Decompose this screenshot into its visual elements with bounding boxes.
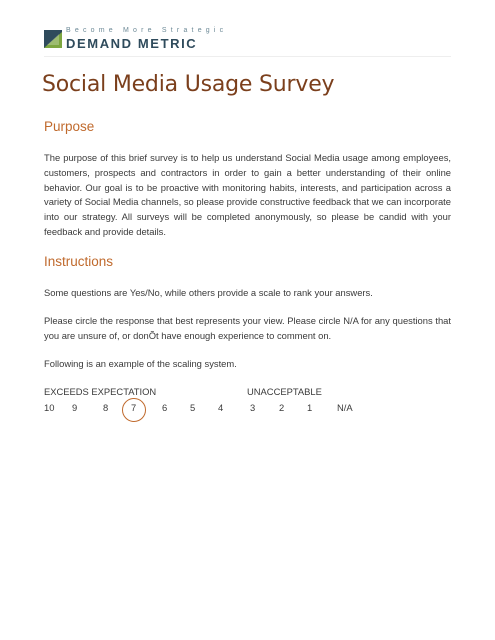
scale-low-label: UNACCEPTABLE [247, 386, 322, 397]
scale-value: 5 [190, 402, 196, 413]
instructions-heading: Instructions [44, 254, 114, 269]
scale-value: 2 [279, 402, 285, 413]
demand-metric-logo-icon [44, 30, 62, 48]
scale-value-circled: 7 [131, 402, 137, 413]
scale-value: 1 [307, 402, 313, 413]
selection-circle [122, 398, 146, 422]
scale-value: 3 [250, 402, 256, 413]
purpose-heading: Purpose [44, 119, 95, 134]
page-title: Social Media Usage Survey [42, 72, 335, 97]
instructions-paragraph: Some questions are Yes/No, while others provide a scale to rank your answers. [44, 287, 373, 298]
purpose-paragraph: The purpose of this brief survey is to help us understand Social Media usage among employees, customers, prospects and contractors in order to gain a better understanding of their online behavior. Our goal is to be proactive with monitoring habits, interests, and participation across a variety of Social Media channels, so please provide constructive feedback that we can incorporate into our strategy. All surveys will be completed anonymously, so please be candid with your feedback and provide details. [44, 152, 451, 237]
logo-tagline: Become More Strategic [66, 27, 228, 34]
instructions-paragraph: Following is an example of the scaling system. [44, 358, 237, 369]
scale-value: 9 [72, 402, 78, 413]
scale-value: 10 [44, 402, 55, 413]
header-divider [44, 56, 451, 57]
logo-brand-name: DEMAND METRIC [66, 36, 198, 51]
scale-value: 4 [218, 402, 224, 413]
scale-value: 6 [162, 402, 168, 413]
scale-value-na: N/A [337, 402, 353, 413]
scale-value: 8 [103, 402, 109, 413]
scale-high-label: EXCEEDS EXPECTATION [44, 386, 157, 397]
company-logo [44, 26, 227, 51]
instructions-paragraph: Please circle the response that best represents your view. Please circle N/A for any questions that you are unsure of, or donÕt have enough experience to comment on. [44, 315, 451, 341]
